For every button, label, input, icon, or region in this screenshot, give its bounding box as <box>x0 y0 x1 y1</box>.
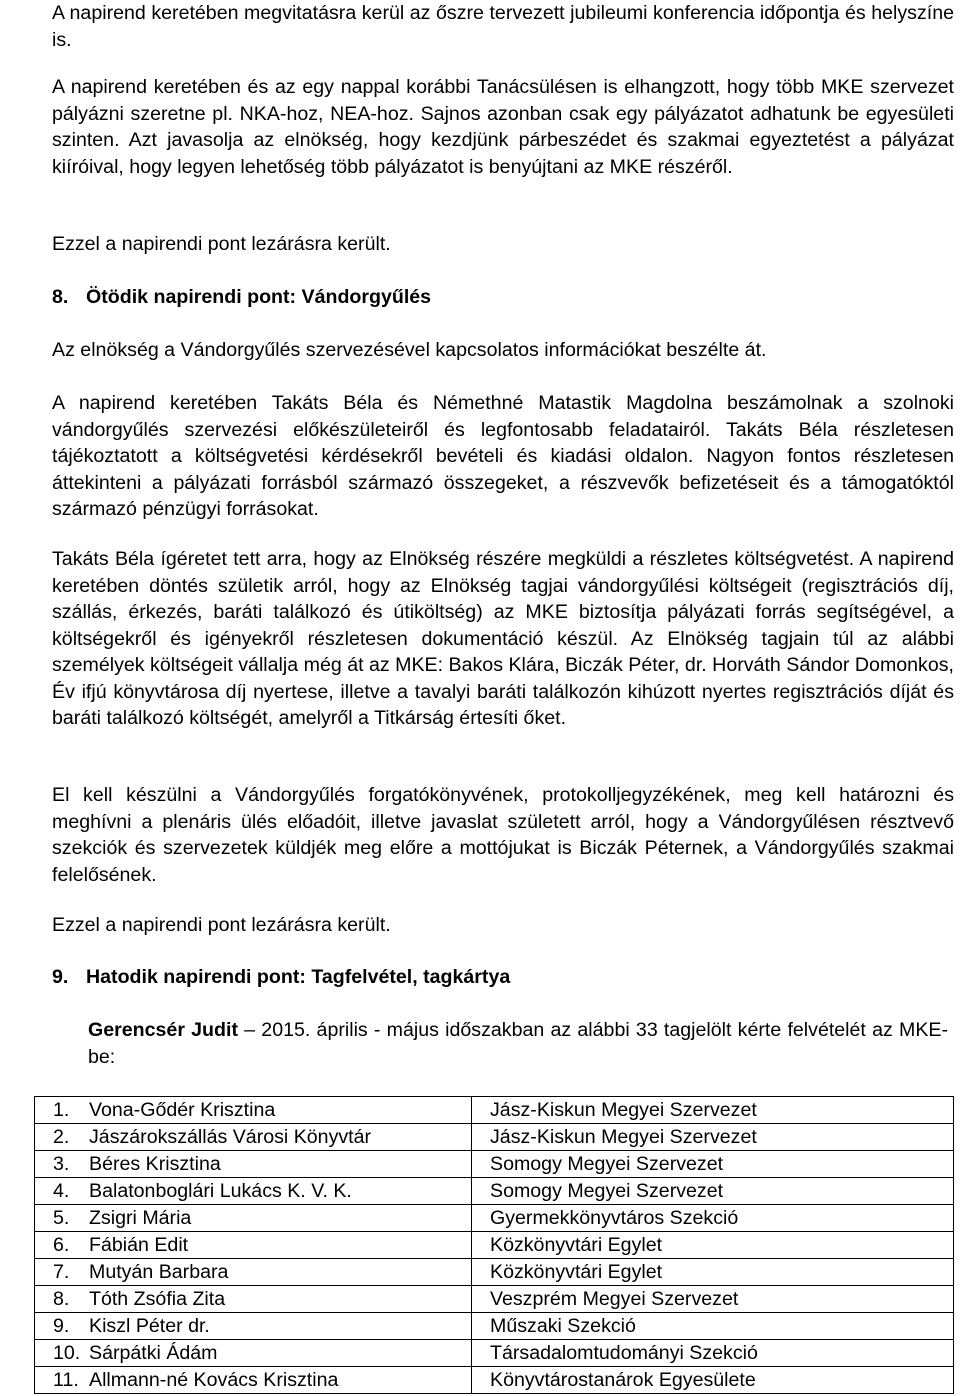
paragraph-budget: Takáts Béla ígéretet tett arra, hogy az Elnökség részére megküldi a részletes költségvetést. A napirend keretében döntés születik arról, hogy az Elnökség tagjai vándorgyűlési költségeit (regisztrációs díj, szállás, érkezés, baráti találkozó és útiköltség) az MKE biztosítja pályázati forrás segítségével, a költségekről és igényekről részletesen dokumentáció készül. Az Elnökség tagjain túl az alábbi személyek költségeit vállalja még át az MKE: Bakos Klára, Biczák Péter, dr. Horváth Sándor Domonkos, Év ifjú könyvtárosa díj nyertese, illetve a tavalyi baráti találkozón kihúzott nyertes regisztrációs díját és baráti találkozó költségét, amelyről a Titkárság értesíti őket. <box>52 548 954 729</box>
member-organization-cell: Gyermekkönyvtáros Szekció <box>472 1205 954 1232</box>
member-name-cell <box>35 1259 472 1286</box>
member-name-cell <box>35 1367 472 1394</box>
table-row <box>35 1367 954 1394</box>
table-row <box>35 1178 954 1205</box>
table-row <box>35 1232 954 1259</box>
section-8-number: 8. <box>52 286 69 308</box>
closing-statement: Ezzel a napirendi pont lezárásra került. <box>52 914 391 936</box>
member-name: Zsigri Mária <box>89 1207 192 1229</box>
member-organization-cell: Somogy Megyei Szervezet <box>472 1178 954 1205</box>
member-name: Vona-Gődér Krisztina <box>89 1099 276 1121</box>
paragraph-conference: A napirend keretében megvitatásra kerül az őszre tervezett jubileumi konferencia időpontja és helyszíne is. <box>52 2 954 51</box>
member-name: Fábián Edit <box>89 1234 189 1256</box>
paragraph-board-discussion: Az elnökség a Vándorgyűlés szervezésével kapcsolatos információkat beszélte át. <box>52 339 767 361</box>
member-name-cell <box>35 1178 472 1205</box>
section-9-heading <box>52 964 510 991</box>
row-number: 11. <box>53 1369 79 1391</box>
row-number: 8. <box>53 1288 70 1310</box>
section-8-title: Ötödik napirendi pont: Vándorgyűlés <box>86 286 432 308</box>
member-name-cell <box>35 1151 472 1178</box>
member-organization-cell: Társadalomtudományi Szekció <box>472 1340 954 1367</box>
member-organization-cell: Közkönyvtári Egylet <box>472 1259 954 1286</box>
table-row <box>35 1097 954 1124</box>
member-name: Mutyán Barbara <box>89 1261 229 1283</box>
table-row <box>35 1205 954 1232</box>
member-name-cell <box>35 1097 472 1124</box>
row-number: 5. <box>53 1207 70 1229</box>
table-row <box>35 1124 954 1151</box>
row-number: 1. <box>53 1099 70 1121</box>
paragraph-grants: A napirend keretében és az egy nappal korábbi Tanácsülésen is elhangzott, hogy több MKE szervezet pályázni szeretne pl. NKA-hoz, NEA-hoz. Sajnos azonban csak egy pályázatot adhatunk be egyesületi szinten. Azt javasolja az elnökség, hogy kezdjünk párbeszédet és szakmai egyeztetést a pályázat kiíróival, hogy legyen lehetőség több pályázatot is benyújtani az MKE részéről. <box>52 76 954 178</box>
row-number: 3. <box>53 1153 70 1175</box>
member-name: Allmann-né Kovács Krisztina <box>89 1369 339 1391</box>
members-table-body <box>35 1097 954 1394</box>
closing-statement: Ezzel a napirendi pont lezárásra került. <box>52 233 391 255</box>
section-9-title: Hatodik napirendi pont: Tagfelvétel, tagkártya <box>86 966 511 988</box>
request-text: – 2015. április - május időszakban az alábbi 33 tagjelölt kérte felvételét az MKE-be: <box>88 1019 948 1068</box>
member-name-cell <box>35 1205 472 1232</box>
member-organization-cell: Jász-Kiskun Megyei Szervezet <box>472 1097 954 1124</box>
table-row <box>35 1313 954 1340</box>
member-name-cell <box>35 1340 472 1367</box>
requester-name: Gerencsér Judit <box>88 1019 238 1041</box>
paragraph-preparation: El kell készülni a Vándorgyűlés forgatókönyvének, protokolljegyzékének, meg kell határozni és meghívni a plenáris ülés előadóit, illetve javaslat született arról, hogy a Vándorgyűlésen résztvevő szekciók és szervezetek küldjék meg előre a mottójukat is Biczák Péternek, a Vándorgyűlés szakmai felelősének. <box>52 784 954 886</box>
row-number: 6. <box>53 1234 70 1256</box>
section-9-number: 9. <box>52 966 69 988</box>
member-name: Balatonboglári Lukács K. V. K. <box>89 1180 352 1202</box>
member-name-cell <box>35 1313 472 1340</box>
table-row <box>35 1286 954 1313</box>
member-name-cell <box>35 1232 472 1259</box>
table-row <box>35 1259 954 1286</box>
member-organization-cell: Jász-Kiskun Megyei Szervezet <box>472 1124 954 1151</box>
members-table <box>34 1096 954 1394</box>
table-row <box>35 1340 954 1367</box>
paragraph-membership-request <box>88 1017 948 1070</box>
member-name-cell <box>35 1124 472 1151</box>
member-organization-cell: Veszprém Megyei Szervezet <box>472 1286 954 1313</box>
table-row <box>35 1151 954 1178</box>
row-number: 4. <box>53 1180 70 1202</box>
row-number: 7. <box>53 1261 70 1283</box>
member-name: Sárpátki Ádám <box>89 1342 218 1364</box>
member-organization-cell: Könyvtárostanárok Egyesülete <box>472 1367 954 1394</box>
member-name: Jászárokszállás Városi Könyvtár <box>89 1126 372 1148</box>
row-number: 10. <box>53 1342 81 1364</box>
member-name: Kiszl Péter dr. <box>89 1315 210 1337</box>
member-organization-cell: Közkönyvtári Egylet <box>472 1232 954 1259</box>
paragraph-report: A napirend keretében Takáts Béla és Némethné Matastik Magdolna beszámolnak a szolnoki vándorgyűlés szervezési előkészületeiről és legfontosabb feladatairól. Takáts Béla részletesen tájékoztatott a költségvetési kérdésekről bevételi és kiadási oldalon. Nagyon fontos részletesen áttekinteni a pályázati forrásból származó összegeket, a részvevők befizetéseit és a támogatóktól származó pénzügyi forrásokat. <box>52 392 954 520</box>
member-name: Tóth Zsófia Zita <box>89 1288 226 1310</box>
member-name-cell <box>35 1286 472 1313</box>
section-8-heading <box>52 284 431 311</box>
row-number: 9. <box>53 1315 70 1337</box>
row-number: 2. <box>53 1126 70 1148</box>
member-name: Béres Krisztina <box>89 1153 221 1175</box>
member-organization-cell: Somogy Megyei Szervezet <box>472 1151 954 1178</box>
member-organization-cell: Műszaki Szekció <box>472 1313 954 1340</box>
